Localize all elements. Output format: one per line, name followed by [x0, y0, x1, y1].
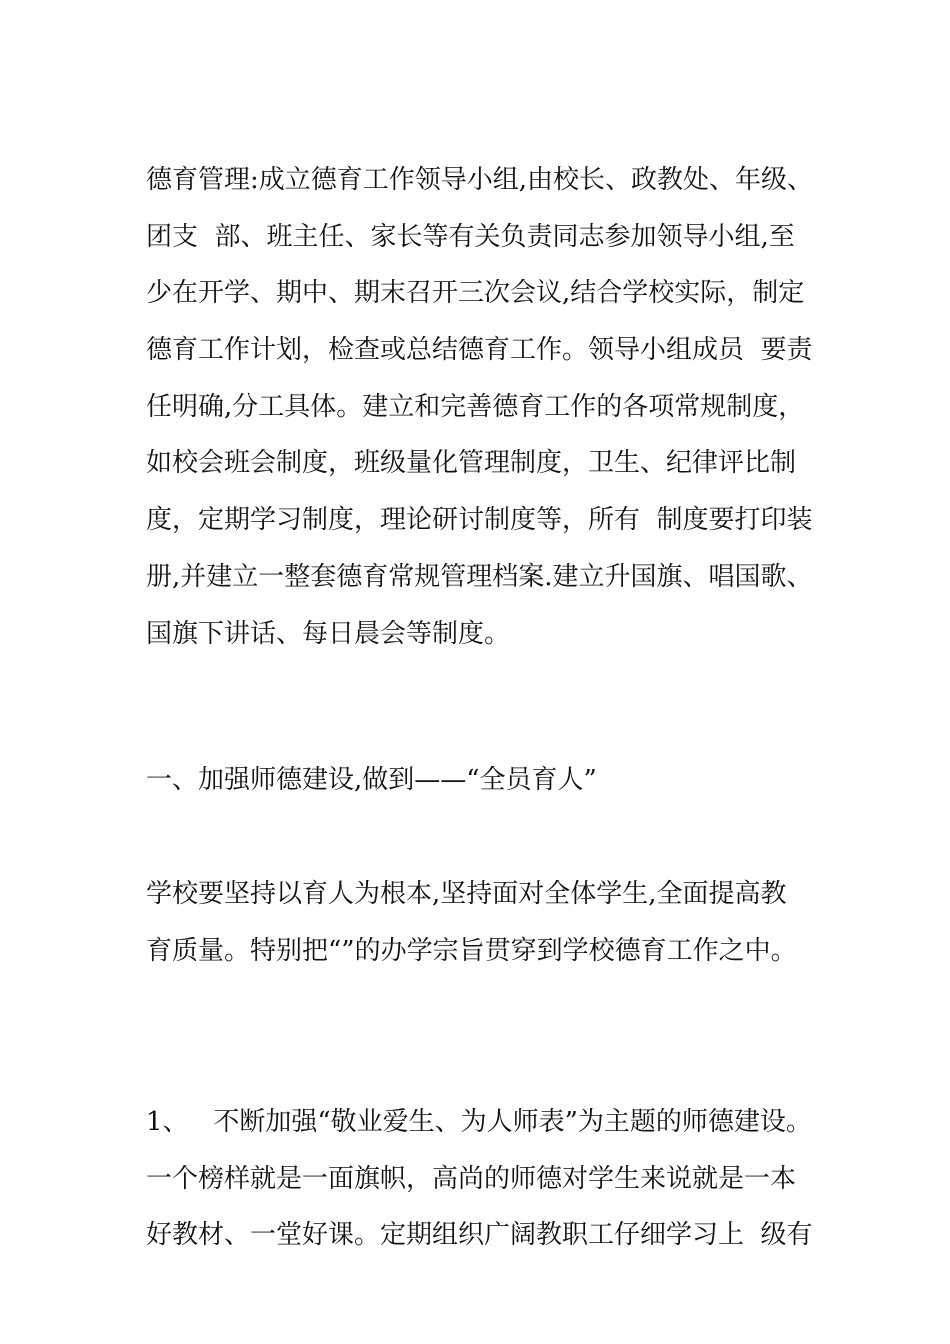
paragraph-line: 度，定期学习制度，理论研讨制度等，所有 制度要打印装 [146, 505, 813, 536]
paragraph-line: 一个榜样就是一面旗帜，高尚的师德对学生来说就是一本 [146, 1163, 797, 1194]
section-heading-text: 一、加强师德建设,做到——“全员育人” [146, 765, 597, 795]
paragraph-school-mission [146, 866, 846, 979]
paragraph-line: 如校会班会制度，班级量化管理制度，卫生、纪律评比制 [146, 448, 797, 479]
paragraph-line: 团支 部、班主任、家长等有关负责同志参加领导小组,至 [146, 221, 795, 252]
paragraph-line: 少在开学、期中、期末召开三次会议,结合学校实际，制定 [146, 278, 805, 309]
paragraph-line: 好教材、一堂好课。定期组织广阔教职工仔细学习上 级有 [146, 1220, 813, 1251]
paragraph-teacher-ethics [146, 1094, 846, 1264]
paragraph-line: 育质量。特别把“”的办学宗旨贯穿到学校德育工作之中。 [146, 935, 797, 966]
paragraph-line: 德育管理:成立德育工作领导小组,由校长、政教处、年级、 [146, 165, 814, 195]
paragraph-line: 1、 不断加强“敬业爱生、为人师表”为主题的师德建设。 [146, 1107, 812, 1137]
paragraph-line: 册,并建立一整套德育常规管理档案.建立升国旗、唱国歌、 [146, 561, 813, 592]
paragraph-moral-education-management [146, 152, 846, 662]
paragraph-line: 学校要坚持以育人为根本,坚持面对全体学生,全面提高教 [146, 879, 787, 909]
paragraph-line: 国旗下讲话、每日晨会等制度。 [146, 618, 511, 649]
section-heading [146, 752, 846, 809]
paragraph-line: 任明确,分工具体。建立和完善德育工作的各项常规制度， [146, 391, 805, 422]
paragraph-line: 德育工作计划，检查或总结德育工作。领导小组成员 要责 [146, 335, 813, 366]
